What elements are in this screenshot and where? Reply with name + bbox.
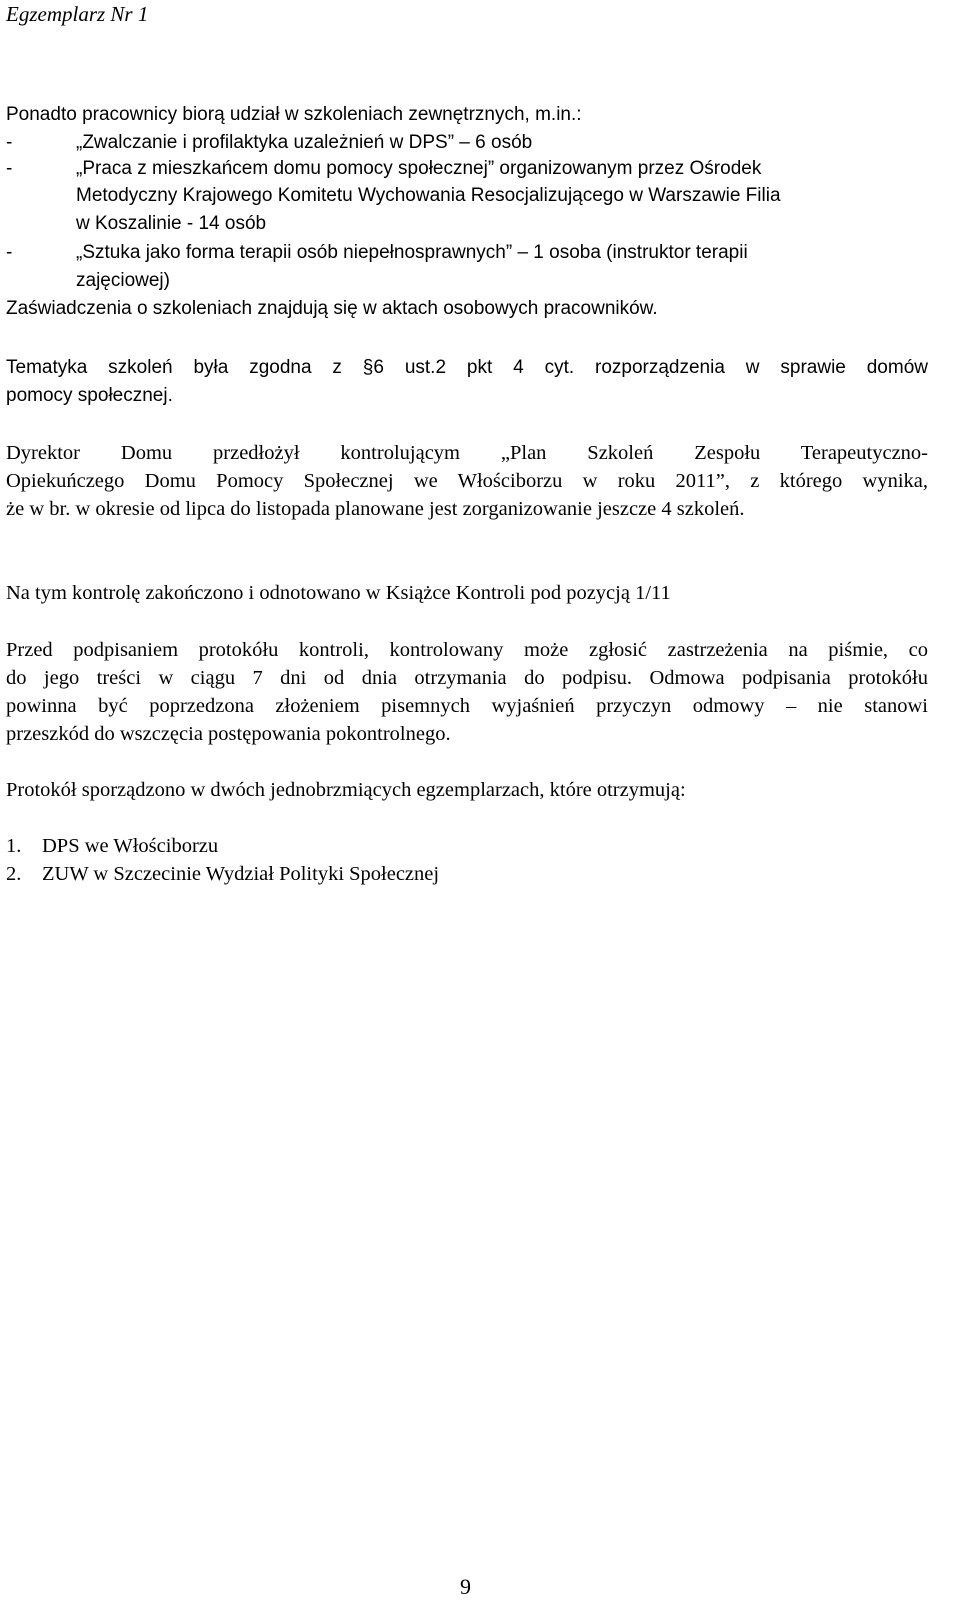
copy-number-header: Egzemplarz Nr 1: [6, 2, 149, 26]
paragraph-line: Tematyka szkoleń była zgodna z §6 ust.2 pkt 4 cyt. rozporządzenia w sprawie domów: [6, 357, 928, 378]
training-item-text: „Sztuka jako forma terapii osób niepełnosprawnych” – 1 osoba (instruktor terapii: [76, 242, 748, 263]
training-item-text: „Praca z mieszkańcem domu pomocy społecznej” organizowanym przez Ośrodek: [76, 158, 762, 179]
paragraph-line: że w br. w okresie od lipca do listopada planowane jest zorganizowanie jeszcze 4 szkoleń.: [6, 498, 745, 520]
training-intro: Ponadto pracownicy biorą udział w szkoleniach zewnętrznych, m.in.:: [6, 104, 582, 125]
paragraph-line: przeszkód do wszczęcia postępowania pokontrolnego.: [6, 723, 451, 745]
list-number: 2.: [6, 863, 22, 885]
list-dash: -: [6, 132, 13, 153]
page-number: 9: [460, 1574, 471, 1599]
training-item-2-line-3: w Koszalinie - 14 osób: [76, 213, 267, 234]
recipient-text: DPS we Włościborzu: [42, 835, 219, 857]
document-page: [6, 0, 940, 1620]
training-item-text: „Zwalczanie i profilaktyka uzależnień w DPS” – 6 osób: [76, 132, 533, 153]
paragraph-sporzadzono: Protokół sporządzono w dwóch jednobrzmiących egzemplarzach, które otrzymują:: [6, 779, 686, 801]
training-item-3-line-2: zajęciowej): [76, 270, 170, 291]
list-dash: -: [6, 242, 13, 263]
list-dash: -: [6, 158, 13, 179]
training-item-2-line-2: Metodyczny Krajowego Komitetu Wychowania Resocjalizującego w Warszawie Filia: [76, 185, 781, 206]
list-number: 1.: [6, 835, 22, 857]
paragraph-line: Dyrektor Domu przedłożył kontrolującym „Plan Szkoleń Zespołu Terapeutyczno-: [6, 442, 928, 464]
recipient-text: ZUW w Szczecinie Wydział Polityki Społecznej: [42, 863, 440, 885]
paragraph-zakonczenie: Na tym kontrolę zakończono i odnotowano w Książce Kontroli pod pozycją 1/11: [6, 582, 671, 604]
certificates-note: Zaświadczenia o szkoleniach znajdują się w aktach osobowych pracowników.: [6, 298, 658, 319]
paragraph-line: pomocy społecznej.: [6, 385, 173, 406]
paragraph-line: powinna być poprzedzona złożeniem pisemnych wyjaśnień przyczyn odmowy – nie stanowi: [6, 695, 928, 717]
paragraph-line: Przed podpisaniem protokółu kontroli, kontrolowany może zgłosić zastrzeżenia na piśmie, co: [6, 639, 928, 661]
paragraph-line: do jego treści w ciągu 7 dni od dnia otrzymania do podpisu. Odmowa podpisania protokółu: [6, 667, 928, 689]
paragraph-line: Opiekuńczego Domu Pomocy Społecznej we Włościborzu w roku 2011”, z którego wynika,: [6, 470, 928, 492]
